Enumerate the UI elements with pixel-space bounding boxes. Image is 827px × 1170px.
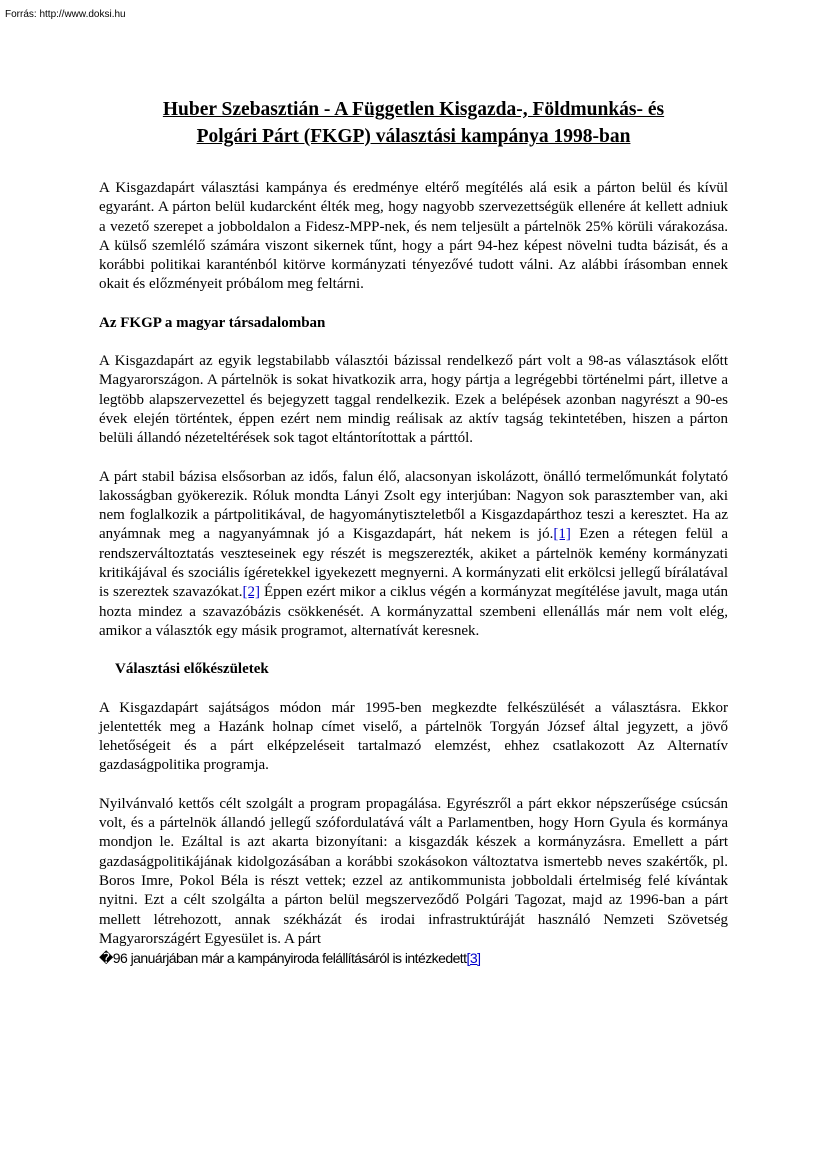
paragraph-text: Éppen ezért mikor a ciklus végén a kormányzat megítélése javult, maga után hozta mindez a szavazóbázis csökkenését. A kormányzattal szembeni ellenállás már nem volt elég, amikor a választók egy másik programot, alternatívát keresnek.	[99, 584, 728, 639]
paragraph-preparation: A Kisgazdapárt sajátságos módon már 1995-ben megkezdte felkészülését a választásra. Ekkor jelentették meg a Hazánk holnap címet viselő, a pártelnök Torgyán József által jegyzett, a jövő lehetőségeit és a párt elképzeléseit tartalmazó elemzést, ehhez csatlakozott Az Alternatív gazdaságpolitika programja.	[99, 699, 728, 774]
paragraph-program-propaganda: Nyilvánvaló kettős célt szolgált a program propagálása. Egyrészről a párt ekkor népszerűsége csúcsán volt, és a pártelnök állandó jellegű szófordulatává vált a Parlamentben, hogy Horn Gyula és kormánya mondjon le. Ezáltal is azt akarta bizonyítani: a kisgazdák készek a kormányzásra. Emellett a párt gazdaságpolitikájának kidolgozásában a korábbi szokásokon változtatva ismertebb neves szakértők, pl. Boros Imre, Pokol Béla is részt vettek; ezzel az antikommunista jobboldali értelmiség felé kívántak nyitni. Ezt a célt szolgálta a párton belül megszerveződő Polgári Tagozat, majd az 1996-ban a párt mellett létrehozott, annak székházát és irodai infrastruktúráját használó Nemzeti Szövetség Magyarországért Egyesület is. A párt	[99, 795, 728, 947]
title-line-1: Huber Szebasztián - A Független Kisgazda-, Földmunkás- és	[162, 99, 665, 120]
source-label: Forrás: http://www.doksi.hu	[5, 9, 126, 20]
footnote-link-3[interactable]: [3]	[466, 950, 481, 967]
section-heading-election-prep: Választási előkészületek	[115, 661, 269, 678]
document-body	[99, 96, 728, 968]
paragraph-text: Ezen a rétegen felül a rendszerváltoztatás veszteseinek egy részét is megszerezték, akiket a pártelnök kemény kormányzati kritikájával és szociális ígéretekkel igyekezett megnyerni. A kormányzati elit erkölcsi jellegű bírálatával is szereztek szavazókat.	[99, 526, 729, 601]
page-title	[99, 96, 728, 150]
paragraph-last-line	[99, 949, 728, 968]
last-line-text: �96 januárjában már a kampányiroda felállításáról is intézkedett	[99, 950, 467, 967]
footnote-link-2[interactable]: [2]	[242, 584, 260, 601]
title-line-2: Polgári Párt (FKGP) választási kampánya 1998-ban	[196, 126, 631, 147]
intro-paragraph: A Kisgazdapárt választási kampánya és eredménye eltérő megítélés alá esik a párton belül és kívül egyaránt. A párton belül kudarcként élték meg, hogy nagyobb szervezettségük ellenére át kellett adniuk a vezető szerepet a jobboldalon a Fidesz-MPP-nek, és nem teljesült a pártelnök 25% körüli várakozása. A külső szemlélő számára viszont sikernek tűnt, hogy a párt 94-hez képest növelni tudta bázisát, és a korábbi politikai karanténból kitörve kormányzati tényezővé tudott válni. Az alábbi írásomban ennek okait és előzményeit próbálom meg feltárni.	[99, 180, 728, 293]
section-heading-fkgp-society: Az FKGP a magyar társadalomban	[99, 314, 326, 331]
paragraph-voter-base	[99, 468, 728, 642]
paragraph-text: A párt stabil bázisa elsősorban az idős, falun élő, alacsonyan iskolázott, önálló termelőmunkát folytató lakosságban gyökerezik. Róluk mondta Lányi Zsolt egy interjúban: Nagyon sok parasztember van, aki nem foglalkozik a pártpolitikával, de hagyománytiszteletből a Kisgazdapárthoz teszi a keresztet. Ha az anyámnak meg a nagyanyámnak jó a Kisgazdapárt, hát nekem is jó.	[99, 468, 728, 543]
paragraph-party-base: A Kisgazdapárt az egyik legstabilabb választói bázissal rendelkező párt volt a 98-as választások előtt Magyarországon. A pártelnök is sokat hivatkozik arra, hogy pártja a legrégebbi történelmi párt, illetve a legtöbb alapszervezettel és bejegyzett taggal rendelkezik. Ezek a belépések azonban nagyrészt a 90-es évek elején történtek, éppen ezért nem mindig reálisak az aktív tagság tekintetében, hiszen a párton belüli állandó nézeteltérések sok tagot eltántorítottak a párttól.	[99, 353, 728, 447]
footnote-link-1[interactable]: [1]	[553, 526, 571, 543]
